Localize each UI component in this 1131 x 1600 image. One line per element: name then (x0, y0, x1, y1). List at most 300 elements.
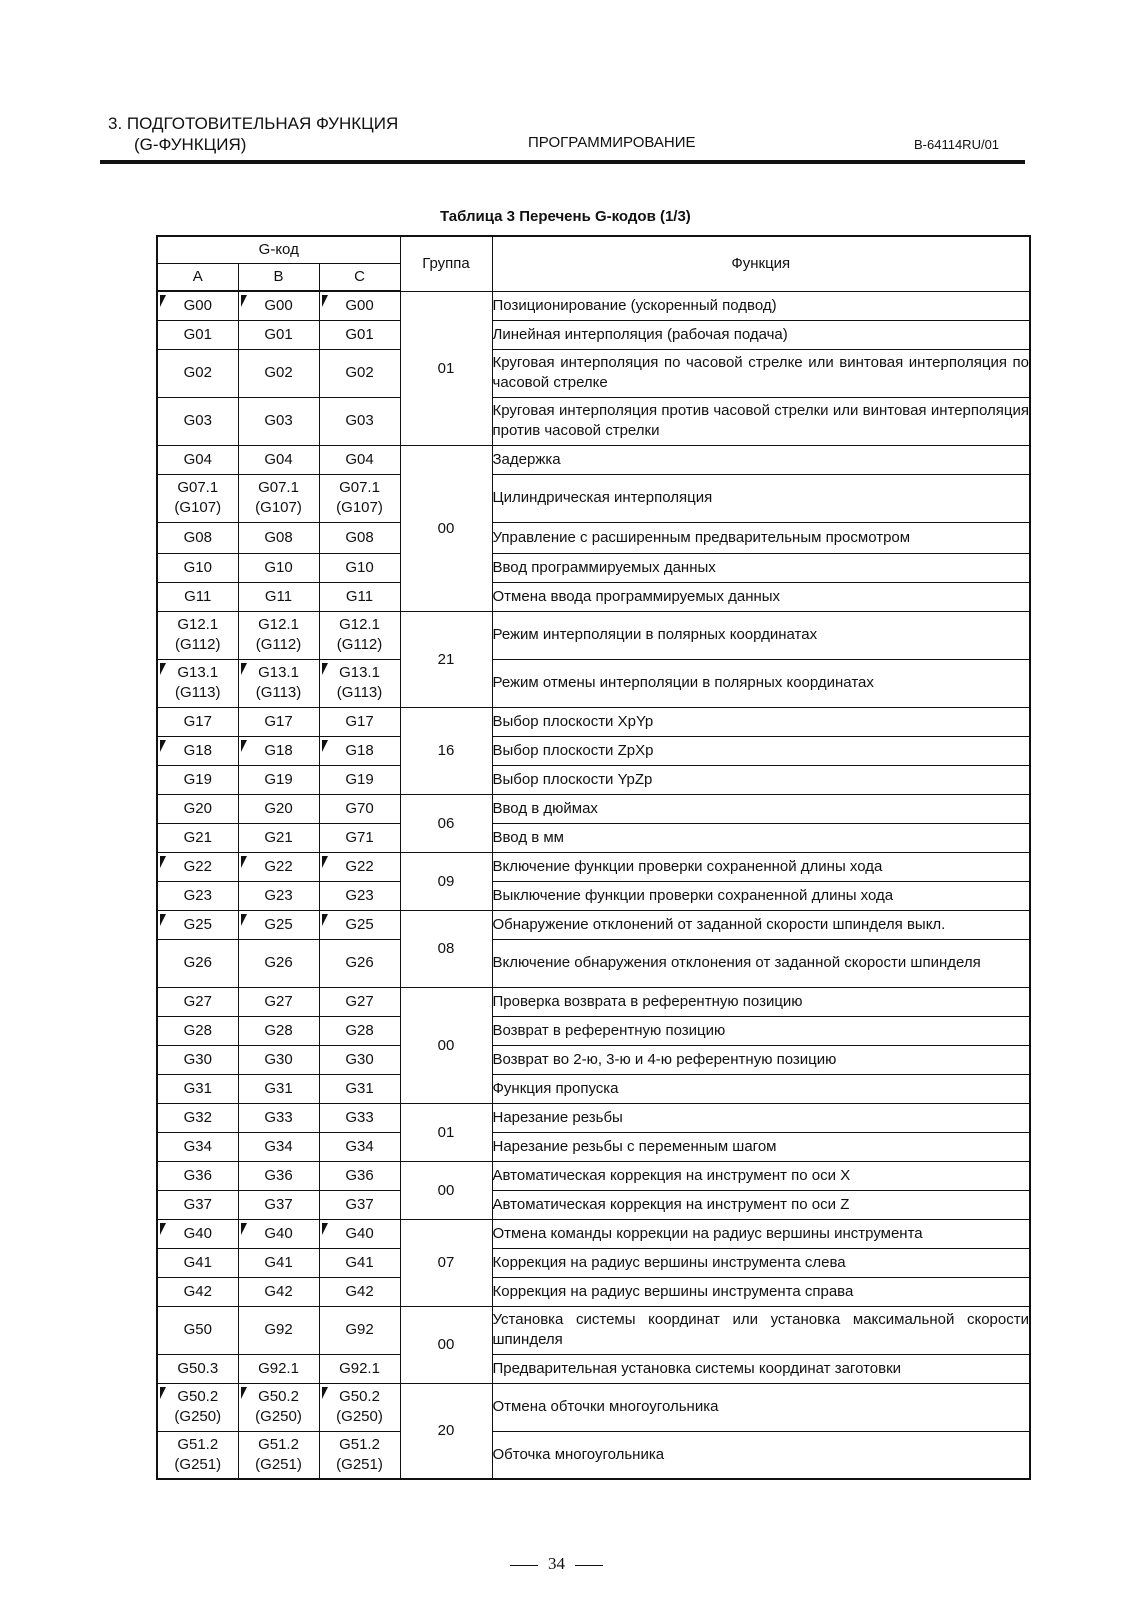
gcode-table (156, 235, 1031, 1480)
function-cell: Возврат во 2-ю, 3-ю и 4-ю референтную позицию (492, 1045, 1030, 1074)
table-row (157, 987, 1030, 1016)
gcode-cell-b (238, 823, 319, 852)
gcode-text: (G112) (336, 636, 383, 653)
group-cell: 16 (400, 707, 492, 794)
gcode-cell-b (238, 1103, 319, 1132)
gcode-text: G31 (345, 1079, 374, 1097)
table-row (157, 397, 1030, 445)
table-row (157, 823, 1030, 852)
gcode-text: G31 (183, 1079, 212, 1097)
gcode-cell-a (157, 939, 238, 987)
document-id: B-64114RU/01 (914, 137, 1000, 152)
table-row (157, 881, 1030, 910)
default-marker-icon (160, 914, 166, 926)
header-function: Функция (492, 236, 1030, 291)
gcode-cell-c (319, 474, 400, 522)
default-marker-icon (322, 295, 328, 307)
gcode-text: G50.2 (258, 1388, 299, 1405)
gcode-cell-c (319, 611, 400, 659)
table-row (157, 320, 1030, 349)
gcode-cell-c (319, 582, 400, 611)
gcode-cell-a (157, 474, 238, 522)
gcode-cell-b (238, 1383, 319, 1431)
gcode-text: G13.1 (258, 664, 299, 681)
gcode-cell-b (238, 1431, 319, 1479)
gcode-cell-c (319, 939, 400, 987)
gcode-text: G17 (264, 712, 293, 730)
gcode-text: G02 (264, 364, 293, 381)
function-cell: Круговая интерполяция против часовой стрелки или винтовая интерполяция против часовой стрелки (492, 397, 1030, 445)
table-row (157, 474, 1030, 522)
gcode-text: G18 (264, 741, 293, 759)
function-cell: Ввод в дюймах (492, 794, 1030, 823)
gcode-cell-a (157, 1219, 238, 1248)
gcode-text: G07.1 (339, 479, 380, 496)
group-cell: 06 (400, 794, 492, 852)
gcode-text: G30 (183, 1050, 212, 1068)
gcode-cell-b (238, 765, 319, 794)
default-marker-icon (160, 663, 166, 675)
gcode-text: G04 (345, 450, 374, 468)
group-cell: 00 (400, 987, 492, 1103)
gcode-text: G03 (183, 412, 212, 429)
gcode-cell-a (157, 1383, 238, 1431)
gcode-cell-b (238, 553, 319, 582)
gcode-cell-b (238, 1161, 319, 1190)
gcode-text: G42 (345, 1282, 374, 1300)
table-row (157, 582, 1030, 611)
group-cell: 08 (400, 910, 492, 987)
gcode-cell-a (157, 765, 238, 794)
gcode-cell-c (319, 1074, 400, 1103)
gcode-text: (G251) (255, 1455, 302, 1473)
table-row (157, 291, 1030, 320)
gcode-text: (G113) (336, 684, 383, 701)
default-marker-icon (160, 856, 166, 868)
gcode-cell-a (157, 1190, 238, 1219)
gcode-cell-c (319, 1306, 400, 1354)
gcode-cell-a (157, 1306, 238, 1354)
gcode-cell-c (319, 1132, 400, 1161)
default-marker-icon (241, 295, 247, 307)
gcode-cell-a (157, 1074, 238, 1103)
page-number: 34 (548, 1554, 565, 1573)
group-cell: 09 (400, 852, 492, 910)
gcode-text: G30 (345, 1050, 374, 1068)
gcode-text: G22 (264, 857, 293, 875)
gcode-cell-a (157, 522, 238, 553)
gcode-text: G50 (183, 1321, 212, 1338)
gcode-cell-a (157, 1103, 238, 1132)
gcode-text: G25 (264, 915, 293, 933)
function-cell: Ввод в мм (492, 823, 1030, 852)
gcode-text: G50.2 (177, 1388, 219, 1405)
default-marker-icon (160, 1223, 166, 1235)
gcode-text: G00 (345, 296, 374, 314)
gcode-text: G11 (264, 587, 293, 605)
header-group: Группа (400, 236, 492, 291)
gcode-cell-c (319, 794, 400, 823)
gcode-text: G13.1 (177, 664, 219, 681)
table-row (157, 1103, 1030, 1132)
table-row (157, 1045, 1030, 1074)
gcode-text: G21 (264, 828, 293, 846)
function-cell: Отмена обточки многоугольника (492, 1383, 1030, 1431)
table-row (157, 939, 1030, 987)
gcode-text: G50.3 (177, 1359, 219, 1377)
gcode-text: G70 (345, 799, 374, 817)
gcode-cell-b (238, 881, 319, 910)
gcode-cell-b (238, 349, 319, 397)
gcode-cell-c (319, 1161, 400, 1190)
gcode-cell-a (157, 349, 238, 397)
gcode-text: G11 (184, 587, 212, 605)
gcode-text: (G250) (174, 1408, 222, 1425)
section-title-line2: (G-ФУНКЦИЯ) (134, 135, 247, 154)
gcode-cell-c (319, 397, 400, 445)
gcode-text: G03 (345, 412, 374, 429)
gcode-text: G10 (183, 558, 212, 576)
gcode-cell-b (238, 1190, 319, 1219)
table-row (157, 1016, 1030, 1045)
gcode-cell-b (238, 474, 319, 522)
gcode-text: G22 (345, 857, 374, 875)
gcode-text: (G112) (174, 636, 221, 653)
gcode-text: (G250) (336, 1408, 383, 1425)
gcode-text: G92.1 (339, 1359, 380, 1377)
table-row (157, 445, 1030, 474)
gcode-text: G36 (183, 1166, 212, 1184)
function-cell: Цилиндрическая интерполяция (492, 474, 1030, 522)
function-cell: Проверка возврата в референтную позицию (492, 987, 1030, 1016)
gcode-text: G34 (264, 1137, 293, 1155)
table-row (157, 765, 1030, 794)
function-cell: Установка системы координат или установка максимальной скорости шпинделя (492, 1306, 1030, 1354)
gcode-cell-a (157, 881, 238, 910)
table-row (157, 659, 1030, 707)
gcode-cell-c (319, 1016, 400, 1045)
gcode-cell-a (157, 1431, 238, 1479)
table-row (157, 910, 1030, 939)
gcode-text: G32 (183, 1108, 212, 1126)
gcode-cell-c (319, 881, 400, 910)
gcode-text: G23 (345, 886, 374, 904)
section-title (108, 113, 398, 155)
gcode-text: G22 (183, 857, 212, 875)
table-row (157, 1277, 1030, 1306)
gcode-text: G37 (264, 1195, 293, 1213)
function-cell: Ввод программируемых данных (492, 553, 1030, 582)
table-row (157, 707, 1030, 736)
gcode-text: (G251) (174, 1455, 222, 1473)
function-cell: Выбор плоскости XpYp (492, 707, 1030, 736)
gcode-text: G50.2 (339, 1388, 380, 1405)
default-marker-icon (160, 740, 166, 752)
gcode-cell-b (238, 1219, 319, 1248)
gcode-text: G07.1 (177, 479, 219, 496)
gcode-text: G33 (264, 1108, 293, 1126)
gcode-cell-a (157, 1161, 238, 1190)
table-row (157, 1219, 1030, 1248)
section-title-line1: 3. ПОДГОТОВИТЕЛЬНАЯ ФУНКЦИЯ (108, 114, 399, 133)
gcode-text: G33 (345, 1108, 374, 1126)
gcode-text: G00 (264, 296, 293, 314)
gcode-cell-a (157, 1354, 238, 1383)
group-cell: 20 (400, 1383, 492, 1479)
table-row (157, 349, 1030, 397)
gcode-text: (G112) (255, 636, 302, 653)
gcode-cell-b (238, 445, 319, 474)
gcode-text: G19 (264, 770, 293, 788)
gcode-text: (G113) (255, 684, 302, 701)
gcode-cell-b (238, 987, 319, 1016)
header-center-title: ПРОГРАММИРОВАНИЕ (528, 134, 696, 151)
table-row (157, 736, 1030, 765)
page-footer (500, 1554, 613, 1574)
table-row (157, 522, 1030, 553)
gcode-cell-c (319, 1045, 400, 1074)
gcode-text: G41 (183, 1253, 212, 1271)
gcode-text: G37 (183, 1195, 212, 1213)
gcode-cell-c (319, 736, 400, 765)
gcode-cell-b (238, 1016, 319, 1045)
function-cell: Задержка (492, 445, 1030, 474)
table-caption: Таблица 3 Перечень G-кодов (1/3) (440, 208, 691, 225)
gcode-cell-a (157, 445, 238, 474)
group-cell: 07 (400, 1219, 492, 1306)
gcode-text: G51.2 (177, 1435, 219, 1453)
footer-dash-right (575, 1565, 603, 1566)
gcode-cell-c (319, 659, 400, 707)
gcode-cell-b (238, 852, 319, 881)
function-cell: Обточка многоугольника (492, 1431, 1030, 1479)
default-marker-icon (241, 663, 247, 675)
gcode-cell-a (157, 1277, 238, 1306)
gcode-text: G41 (345, 1253, 374, 1271)
gcode-text: G28 (183, 1021, 212, 1039)
gcode-cell-c (319, 291, 400, 320)
gcode-text: G37 (345, 1195, 374, 1213)
gcode-text: G42 (183, 1282, 212, 1300)
table-row (157, 611, 1030, 659)
gcode-cell-c (319, 1248, 400, 1277)
gcode-text: G40 (183, 1224, 212, 1242)
function-cell: Предварительная установка системы координат заготовки (492, 1354, 1030, 1383)
function-cell: Отмена команды коррекции на радиус вершины инструмента (492, 1219, 1030, 1248)
gcode-cell-b (238, 320, 319, 349)
header-gcode: G-код (157, 236, 400, 263)
gcode-text: G71 (345, 828, 374, 846)
gcode-cell-c (319, 1354, 400, 1383)
gcode-text: G30 (264, 1050, 293, 1068)
gcode-text: G26 (183, 954, 212, 971)
gcode-text: G04 (183, 450, 212, 468)
gcode-text: G07.1 (258, 479, 299, 496)
table-row (157, 1248, 1030, 1277)
gcode-text: G34 (183, 1137, 212, 1155)
gcode-text: G20 (183, 799, 212, 817)
gcode-cell-b (238, 736, 319, 765)
gcode-cell-b (238, 1277, 319, 1306)
gcode-text: G08 (345, 528, 374, 546)
function-cell: Отмена ввода программируемых данных (492, 582, 1030, 611)
gcode-text: G08 (183, 528, 212, 546)
function-cell: Включение функции проверки сохраненной длины хода (492, 852, 1030, 881)
default-marker-icon (241, 914, 247, 926)
gcode-cell-c (319, 1277, 400, 1306)
gcode-cell-c (319, 445, 400, 474)
gcode-text: (G250) (255, 1408, 302, 1425)
footer-dash-left (510, 1565, 538, 1566)
gcode-cell-c (319, 320, 400, 349)
gcode-text: G36 (345, 1166, 374, 1184)
gcode-text: G27 (183, 992, 212, 1010)
default-marker-icon (322, 1223, 328, 1235)
function-cell: Включение обнаружения отклонения от заданной скорости шпинделя (492, 939, 1030, 987)
gcode-text: G40 (264, 1224, 293, 1242)
gcode-text: G04 (264, 450, 293, 468)
gcode-text: G12.1 (177, 616, 219, 633)
group-cell: 01 (400, 1103, 492, 1161)
gcode-text: G01 (345, 325, 374, 343)
gcode-cell-c (319, 1431, 400, 1479)
gcode-cell-c (319, 765, 400, 794)
gcode-text: G42 (264, 1282, 293, 1300)
gcode-cell-a (157, 852, 238, 881)
function-cell: Автоматическая коррекция на инструмент по оси Z (492, 1190, 1030, 1219)
gcode-cell-c (319, 910, 400, 939)
default-marker-icon (160, 295, 166, 307)
gcode-text: G17 (183, 712, 212, 730)
gcode-cell-b (238, 582, 319, 611)
gcode-text: G26 (264, 954, 293, 971)
gcode-text: G51.2 (339, 1435, 380, 1453)
function-cell: Автоматическая коррекция на инструмент по оси X (492, 1161, 1030, 1190)
gcode-cell-a (157, 910, 238, 939)
gcode-cell-a (157, 659, 238, 707)
table-row (157, 1306, 1030, 1354)
gcode-text: G40 (345, 1224, 374, 1242)
default-marker-icon (322, 663, 328, 675)
gcode-text: G27 (345, 992, 374, 1010)
gcode-cell-c (319, 553, 400, 582)
group-cell: 00 (400, 1161, 492, 1219)
gcode-text: G25 (345, 915, 374, 933)
gcode-text: G08 (264, 528, 293, 546)
gcode-cell-a (157, 320, 238, 349)
default-marker-icon (322, 740, 328, 752)
function-cell: Позиционирование (ускоренный подвод) (492, 291, 1030, 320)
gcode-text: G28 (264, 1021, 293, 1039)
gcode-cell-a (157, 736, 238, 765)
gcode-text: G12.1 (258, 616, 299, 633)
gcode-cell-c (319, 1190, 400, 1219)
gcode-cell-c (319, 349, 400, 397)
gcode-text: G92 (345, 1321, 374, 1338)
table-row (157, 1354, 1030, 1383)
group-cell: 01 (400, 291, 492, 445)
gcode-cell-c (319, 522, 400, 553)
gcode-cell-b (238, 1074, 319, 1103)
gcode-text: G02 (183, 364, 212, 381)
function-cell: Возврат в референтную позицию (492, 1016, 1030, 1045)
gcode-cell-b (238, 1306, 319, 1354)
gcode-cell-c (319, 1219, 400, 1248)
gcode-text: G13.1 (339, 664, 380, 681)
header-col-b: B (238, 263, 319, 291)
gcode-cell-c (319, 1383, 400, 1431)
gcode-text: G92.1 (258, 1359, 299, 1377)
table-row (157, 1161, 1030, 1190)
table-row (157, 1383, 1030, 1431)
gcode-cell-b (238, 397, 319, 445)
function-cell: Линейная интерполяция (рабочая подача) (492, 320, 1030, 349)
table-body (157, 291, 1030, 1479)
header-col-c: C (319, 263, 400, 291)
function-cell: Выключение функции проверки сохраненной длины хода (492, 881, 1030, 910)
gcode-text: G18 (345, 741, 374, 759)
gcode-text: G01 (264, 325, 293, 343)
gcode-cell-a (157, 582, 238, 611)
function-cell: Нарезание резьбы (492, 1103, 1030, 1132)
table-row (157, 1190, 1030, 1219)
gcode-cell-c (319, 852, 400, 881)
gcode-text: G36 (264, 1166, 293, 1184)
gcode-cell-b (238, 291, 319, 320)
gcode-text: G01 (183, 325, 212, 343)
default-marker-icon (322, 914, 328, 926)
default-marker-icon (241, 740, 247, 752)
gcode-text: (G113) (174, 684, 221, 701)
function-cell: Режим интерполяции в полярных координатах (492, 611, 1030, 659)
gcode-text: G17 (345, 712, 374, 730)
gcode-text: G10 (345, 558, 374, 576)
function-cell: Функция пропуска (492, 1074, 1030, 1103)
gcode-cell-b (238, 794, 319, 823)
function-cell: Коррекция на радиус вершины инструмента слева (492, 1248, 1030, 1277)
function-cell: Режим отмены интерполяции в полярных координатах (492, 659, 1030, 707)
gcode-text: G20 (264, 799, 293, 817)
gcode-cell-a (157, 987, 238, 1016)
table-row (157, 794, 1030, 823)
header-col-a: A (157, 263, 238, 291)
table-row (157, 1074, 1030, 1103)
gcode-cell-b (238, 1132, 319, 1161)
gcode-text: G26 (345, 954, 374, 971)
gcode-text: G11 (345, 587, 374, 605)
gcode-text: G00 (183, 296, 212, 314)
gcode-cell-c (319, 823, 400, 852)
gcode-text: G19 (183, 770, 212, 788)
gcode-text: G51.2 (258, 1435, 299, 1453)
default-marker-icon (160, 1387, 166, 1399)
gcode-text: G19 (345, 770, 374, 788)
table-row (157, 1431, 1030, 1479)
gcode-cell-b (238, 1045, 319, 1074)
gcode-text: G28 (345, 1021, 374, 1039)
table-row (157, 852, 1030, 881)
gcode-text: G03 (264, 412, 293, 429)
gcode-cell-b (238, 611, 319, 659)
gcode-text: G23 (183, 886, 212, 904)
gcode-text: G21 (183, 828, 212, 846)
gcode-cell-b (238, 1248, 319, 1277)
gcode-cell-a (157, 291, 238, 320)
function-cell: Обнаружение отклонений от заданной скорости шпинделя выкл. (492, 910, 1030, 939)
group-cell: 00 (400, 1306, 492, 1383)
default-marker-icon (241, 1223, 247, 1235)
gcode-cell-b (238, 707, 319, 736)
